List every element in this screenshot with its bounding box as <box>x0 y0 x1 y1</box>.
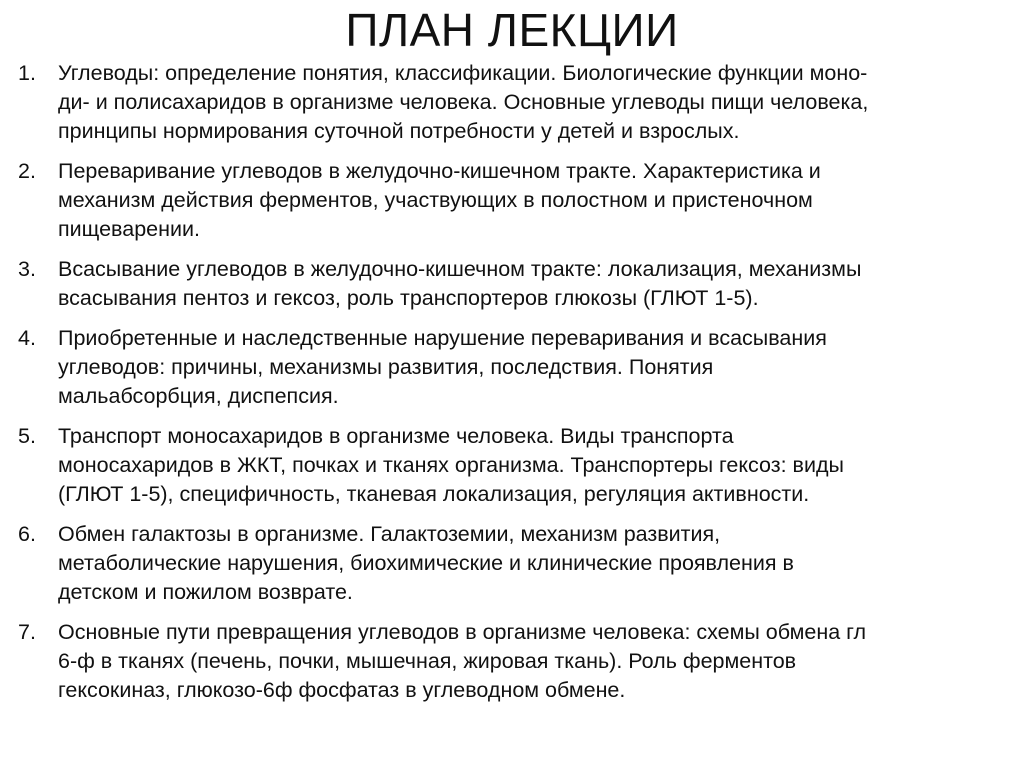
plan-item-text-line: механизм действия ферментов, участвующих в полостном и пристеночном <box>58 188 813 212</box>
plan-item-number: 7. <box>18 620 36 644</box>
plan-item-text-line: Обмен галактозы в организме. Галактоземии, механизм развития, <box>58 522 721 546</box>
plan-item-text-line: углеводов: причины, механизмы развития, последствия. Понятия <box>58 355 714 379</box>
plan-item-text-line: Углеводы: определение понятия, классификации. Биологические функции моно- <box>58 61 868 85</box>
plan-item-2 <box>0 157 1024 244</box>
plan-item-6 <box>0 520 1024 607</box>
slide-title: ПЛАН ЛЕКЦИИ <box>345 4 679 56</box>
plan-item-text-line: моносахаридов в ЖКТ, почках и тканях организма. Транспортеры гексоз: виды <box>58 453 844 477</box>
plan-item-1 <box>0 59 1024 146</box>
plan-item-text-line: Всасывание углеводов в желудочно-кишечном тракте: локализация, механизмы <box>58 257 862 281</box>
plan-item-text-line: Приобретенные и наследственные нарушение переваривания и всасывания <box>58 326 827 350</box>
plan-item-number: 4. <box>18 326 36 350</box>
plan-item-text-line: пищеварении. <box>58 217 200 241</box>
plan-item-text-line: ди- и полисахаридов в организме человека. Основные углеводы пищи человека, <box>58 90 869 114</box>
plan-item-text-line: Основные пути превращения углеводов в организме человека: схемы обмена гл <box>58 620 867 644</box>
plan-item-4 <box>0 324 1024 411</box>
plan-item-text-line: принципы нормирования суточной потребности у детей и взрослых. <box>58 119 740 143</box>
plan-item-text-line: гексокиназ, глюкозо-6ф фосфатаз в углеводном обмене. <box>58 678 626 702</box>
plan-item-text-line: всасывания пентоз и гексоз, роль транспортеров глюкозы (ГЛЮТ 1-5). <box>58 286 759 310</box>
plan-item-text-line: 6-ф в тканях (печень, почки, мышечная, жировая ткань). Роль ферментов <box>58 649 797 673</box>
plan-item-text-line: детском и пожилом возврате. <box>58 580 353 604</box>
plan-item-7 <box>0 618 1024 705</box>
plan-item-number: 5. <box>18 424 36 448</box>
plan-item-text-line: (ГЛЮТ 1-5), специфичность, тканевая локализация, регуляция активности. <box>58 482 810 506</box>
plan-item-text-line: Транспорт моносахаридов в организме человека. Виды транспорта <box>58 424 734 448</box>
lecture-plan-list <box>0 59 1024 716</box>
plan-item-3 <box>0 255 1024 313</box>
plan-item-text-line: мальабсорбция, диспепсия. <box>58 384 339 408</box>
plan-item-text-line: метаболические нарушения, биохимические и клинические проявления в <box>58 551 794 575</box>
plan-item-number: 6. <box>18 522 36 546</box>
plan-item-number: 2. <box>18 159 36 183</box>
plan-item-text-line: Переваривание углеводов в желудочно-кишечном тракте. Характеристика и <box>58 159 821 183</box>
plan-item-number: 3. <box>18 257 36 281</box>
plan-item-number: 1. <box>18 61 36 85</box>
plan-item-5 <box>0 422 1024 509</box>
